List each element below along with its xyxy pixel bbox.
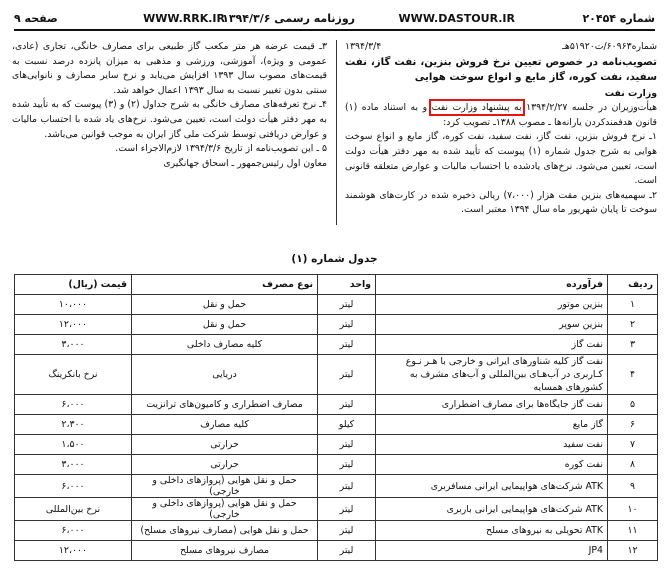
decree-paragraph-1 xyxy=(345,101,657,130)
row-number: ۱ xyxy=(608,295,658,315)
highlighted-phrase: به پیشنهاد وزارت نفت xyxy=(431,102,522,114)
table-row xyxy=(15,315,658,335)
product: ATK شرکت‌های هواپیمایی ایرانی باربری xyxy=(376,498,608,521)
unit: لیتر xyxy=(318,395,376,415)
product: نفت گاز جایگاه‌ها برای مصارف اضطراری xyxy=(376,395,608,415)
page-number: صفحه ۹ xyxy=(14,12,58,25)
decree-paragraph-6: ۵ ـ این تصویب‌نامه از تاریخ ۱۳۹۴/۳/۶ لازم‌الاجراء است. xyxy=(115,143,327,155)
row-number: ۸ xyxy=(608,455,658,475)
row-number: ۶ xyxy=(608,415,658,435)
use: حمل و نقل هوایی (پروازهای داخلی و خارجی) xyxy=(132,475,318,498)
unit: لیتر xyxy=(318,455,376,475)
header-row-number: ردیف xyxy=(608,275,658,295)
unit: لیتر xyxy=(318,541,376,561)
product: JP4 xyxy=(376,541,608,561)
table-header-row xyxy=(15,275,658,295)
row-number: ۲ xyxy=(608,315,658,335)
column-divider xyxy=(336,40,337,225)
use: مصارف اضطراری و کامیون‌های ترانزیت xyxy=(132,395,318,415)
decree-date: ۱۳۹۴/۳/۴ xyxy=(345,41,382,52)
price: ۳،۰۰۰ xyxy=(15,455,132,475)
product: بنزین سوپر xyxy=(376,315,608,335)
decree-paragraph-5: ۴ـ نرخ تعرفه‌های مصارف خانگی به شرح جداول (۲) و (۳) پیوست که به تأیید شده به مهر دفتر هیأت دولت است، تعیین می‌شود. نرخ‌های یاد شده با احتساب مالیات و عوارض دریافتی توسط شرکت ملی گاز ایران به موجب قوانین می‌باشد. xyxy=(12,99,328,140)
decree-paragraph-4: ۳ـ قیمت عرضه هر متر مکعب گاز طبیعی برای مصارف خانگی، تجاری (عادی، عمومی و ویژه)، آموزشی، ورزشی و مذهبی به میزان پانزده درصد نسبت به قیمت‌های مصوب سال ۱۳۹۳ افزایش می‌یابد و نرخ سایر مصارف و نانوایی‌های سنتی بدون تغییر نسبت به سال ۱۳۹۳ اعمال خواهد شد. xyxy=(12,41,327,96)
price-table xyxy=(14,274,658,561)
use: حرارتی xyxy=(132,435,318,455)
use: مصارف نیروهای مسلح xyxy=(132,541,318,561)
site-dastour[interactable]: WWW.DASTOUR.IR xyxy=(398,12,515,25)
unit: لیتر xyxy=(318,355,376,395)
row-number: ۱۱ xyxy=(608,521,658,541)
row-number: ۵ xyxy=(608,395,658,415)
table-caption: جدول شماره (۱) xyxy=(291,253,378,265)
unit: لیتر xyxy=(318,315,376,335)
issue-number: شماره ۲۰۴۵۴ xyxy=(582,12,655,25)
ref-line xyxy=(345,40,657,55)
price: ۱۲،۰۰۰ xyxy=(15,541,132,561)
use: کلیه مصارف xyxy=(132,415,318,435)
use: حمل و نقل هوایی (مصارف نیروهای مسلح) xyxy=(132,521,318,541)
unit: کیلو xyxy=(318,415,376,435)
unit: لیتر xyxy=(318,498,376,521)
table-row xyxy=(15,455,658,475)
table-row xyxy=(15,435,658,455)
table-row xyxy=(15,355,658,395)
header-unit: واحد xyxy=(318,275,376,295)
use: کلیه مصارف داخلی xyxy=(132,335,318,355)
price: ۲،۳۰۰ xyxy=(15,415,132,435)
product: گاز مایع xyxy=(376,415,608,435)
row-number: ۱۲ xyxy=(608,541,658,561)
header-price: قیمت (ریال) xyxy=(15,275,132,295)
decree-paragraph-2: ۱ـ نرخ فروش بنزین، نفت گاز، نفت سفید، نفت کوره، گاز مایع و انواع سوخت هوایی به شرح جدول شماره (۱) پیوست که تأیید شده به مهر دفتر هیأت دولت است، تعیین می‌شود. نرخ‌های یادشده با احتساب مالیات و عوارض متعلقه قانونی است. xyxy=(345,131,658,187)
decree-ref: شماره۶۰۹۶۳/ت۵۱۹۲۰هـ xyxy=(562,41,657,52)
addressee: وزارت نفت xyxy=(604,87,657,99)
table-row xyxy=(15,541,658,561)
header-product: فرآورده xyxy=(376,275,608,295)
price: ۶،۰۰۰ xyxy=(15,475,132,498)
use: حمل و نقل هوایی (پروازهای داخلی و خارجی) xyxy=(132,498,318,521)
table-row xyxy=(15,395,658,415)
product: نفت سفید xyxy=(376,435,608,455)
unit: لیتر xyxy=(318,521,376,541)
row-number: ۱۰ xyxy=(608,498,658,521)
price: ۱۰،۰۰۰ xyxy=(15,295,132,315)
product: ATK تحویلی به نیروهای مسلح xyxy=(376,521,608,541)
p1-after: و به استناد ماده (۱) قانون هدفمندکردن یارانه‌ها ـ مصوب ۱۳۸۸ـ تصویب کرد: xyxy=(345,102,657,128)
unit: لیتر xyxy=(318,295,376,315)
price: ۱،۵۰۰ xyxy=(15,435,132,455)
price: ۱۲،۰۰۰ xyxy=(15,315,132,335)
unit: لیتر xyxy=(318,435,376,455)
product: نفت گاز xyxy=(376,335,608,355)
row-number: ۹ xyxy=(608,475,658,498)
price: ۶،۰۰۰ xyxy=(15,521,132,541)
product: ATK شرکت‌های هواپیمایی ایرانی مسافربری xyxy=(376,475,608,498)
newspaper-date: روزنامه رسمی ۱۳۹۴/۳/۶ xyxy=(222,12,355,25)
product: نفت گاز کلیه شناورهای ایرانی و خارجی با هـر نـوع کـاربری در آب‌هـای بین‌المللی و آب‌های مشرف به کشورهای همسایه xyxy=(376,355,608,395)
header-use: نوع مصرف xyxy=(132,275,318,295)
signature: معاون اول رئیس‌جمهور ـ اسحاق جهانگیری xyxy=(163,157,327,169)
price: نرخ بانکرینگ xyxy=(15,355,132,395)
unit: لیتر xyxy=(318,475,376,498)
page-header xyxy=(14,8,655,30)
use: دریایی xyxy=(132,355,318,395)
product: نفت کوره xyxy=(376,455,608,475)
row-number: ۳ xyxy=(608,335,658,355)
decree-column-left xyxy=(12,40,327,171)
unit: لیتر xyxy=(318,335,376,355)
use: حرارتی xyxy=(132,455,318,475)
decree-title: تصویب‌نامه در خصوص تعیین نرخ فروش بنزین، نفت گاز، نفت سفید، نفت کوره، گاز مایع و انواع سوخت هوایی xyxy=(345,56,657,83)
table-row xyxy=(15,498,658,521)
decree-paragraph-3: ۲ـ سهمیه‌های بنزین مقت هزار (۷،۰۰۰) ریالی ذخیره شده در کارت‌های هوشمند سوخت تا پایان شهریور ماه سال ۱۳۹۴ معتبر است. xyxy=(345,189,658,216)
use: حمل و نقل xyxy=(132,315,318,335)
p1-before: هیأت‌وزیران در جلسه ۱۳۹۴/۲/۲۷ xyxy=(526,102,657,114)
row-number: ۷ xyxy=(608,435,658,455)
price: ۳،۰۰۰ xyxy=(15,335,132,355)
site-rrk[interactable]: WWW.RRK.IR xyxy=(143,12,225,25)
table-row xyxy=(15,295,658,315)
row-number: ۴ xyxy=(608,355,658,395)
price: ۶،۰۰۰ xyxy=(15,395,132,415)
product: بنزین موتور xyxy=(376,295,608,315)
table-row xyxy=(15,415,658,435)
table-row xyxy=(15,335,658,355)
decree-column-right xyxy=(345,40,657,218)
use: حمل و نقل xyxy=(132,295,318,315)
table-row xyxy=(15,475,658,498)
price: نرخ بین‌المللی xyxy=(15,498,132,521)
table-row xyxy=(15,521,658,541)
header-divider xyxy=(14,29,655,31)
